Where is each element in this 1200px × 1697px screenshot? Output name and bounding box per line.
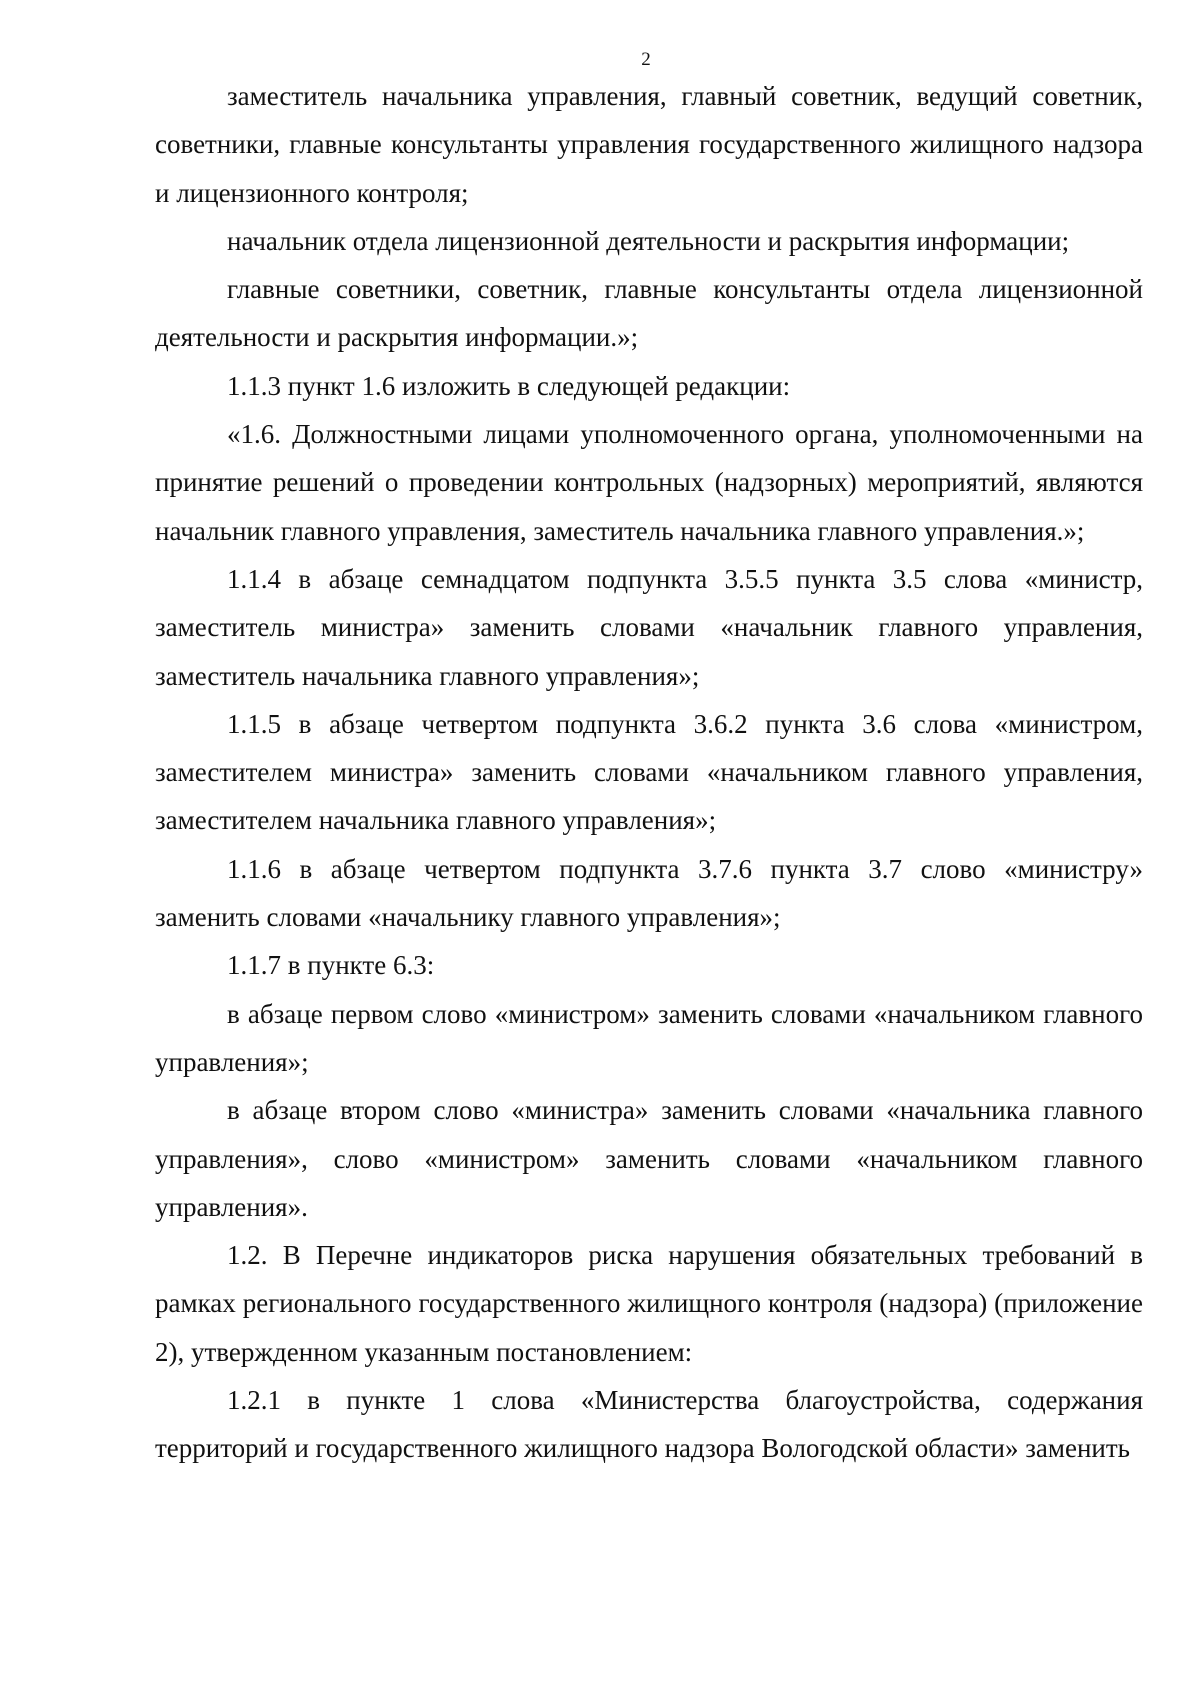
paragraph-1-1-7: 1.1.7 в пункте 6.3:	[227, 950, 435, 981]
page-number: 2	[641, 49, 651, 70]
paragraph-1-1-3: 1.1.3 пункт 1.6 изложить в следующей редакции:	[227, 370, 791, 401]
paragraph-1-2-1: 1.2.1 в пункте 1 слова «Министерства благоустройства, содержания территорий и государственного жилищного надзора Вологодской области» заменить	[155, 1385, 1143, 1464]
paragraph-head-of-licensing-dept: начальник отдела лицензионной деятельности и раскрытия информации;	[227, 225, 1070, 256]
paragraph-second-subparagraph: в абзаце втором слово «министра» заменить словами «начальника главного управления», слово «министром» заменить словами «начальником главного управления».	[155, 1095, 1143, 1222]
paragraph-licensing-dept-advisers: главные советники, советник, главные консультанты отдела лицензионной деятельности и раскрытия информации.»;	[155, 274, 1143, 353]
paragraph-1-1-6: 1.1.6 в абзаце четвертом подпункта 3.7.6 пункта 3.7 слово «министру» заменить словами «начальнику главного управления»;	[155, 853, 1143, 933]
paragraph-first-subparagraph: в абзаце первом слово «министром» заменить словами «начальником главного управления»;	[155, 998, 1143, 1077]
paragraph-1-1-5: 1.1.5 в абзаце четвертом подпункта 3.6.2 пункта 3.6 слова «министром, заместителем министра» заменить словами «начальником главного управления, заместителем начальника главного управления»;	[155, 708, 1143, 836]
paragraph-1-1-4: 1.1.4 в абзаце семнадцатом подпункта 3.5.5 пункта 3.5 слова «министр, заместитель министра» заменить словами «начальник главного управления, заместитель начальника главного управления»;	[155, 563, 1143, 691]
document-body	[155, 72, 1143, 1473]
paragraph-continuation: заместитель начальника управления, главный советник, ведущий советник, советники, главные консультанты управления государственного жилищного надзора и лицензионного контроля;	[155, 81, 1143, 208]
paragraph-clause-1-6: «1.6. Должностными лицами уполномоченного органа, уполномоченными на принятие решений о проведении контрольных (надзорных) мероприятий, являются начальник главного управления, заместитель начальника главного управления.»;	[155, 419, 1143, 546]
paragraph-1-2: 1.2. В Перечне индикаторов риска нарушения обязательных требований в рамках регионального государственного жилищного контроля (надзора) (приложение 2), утвержденном указанным постановлением:	[155, 1240, 1143, 1367]
